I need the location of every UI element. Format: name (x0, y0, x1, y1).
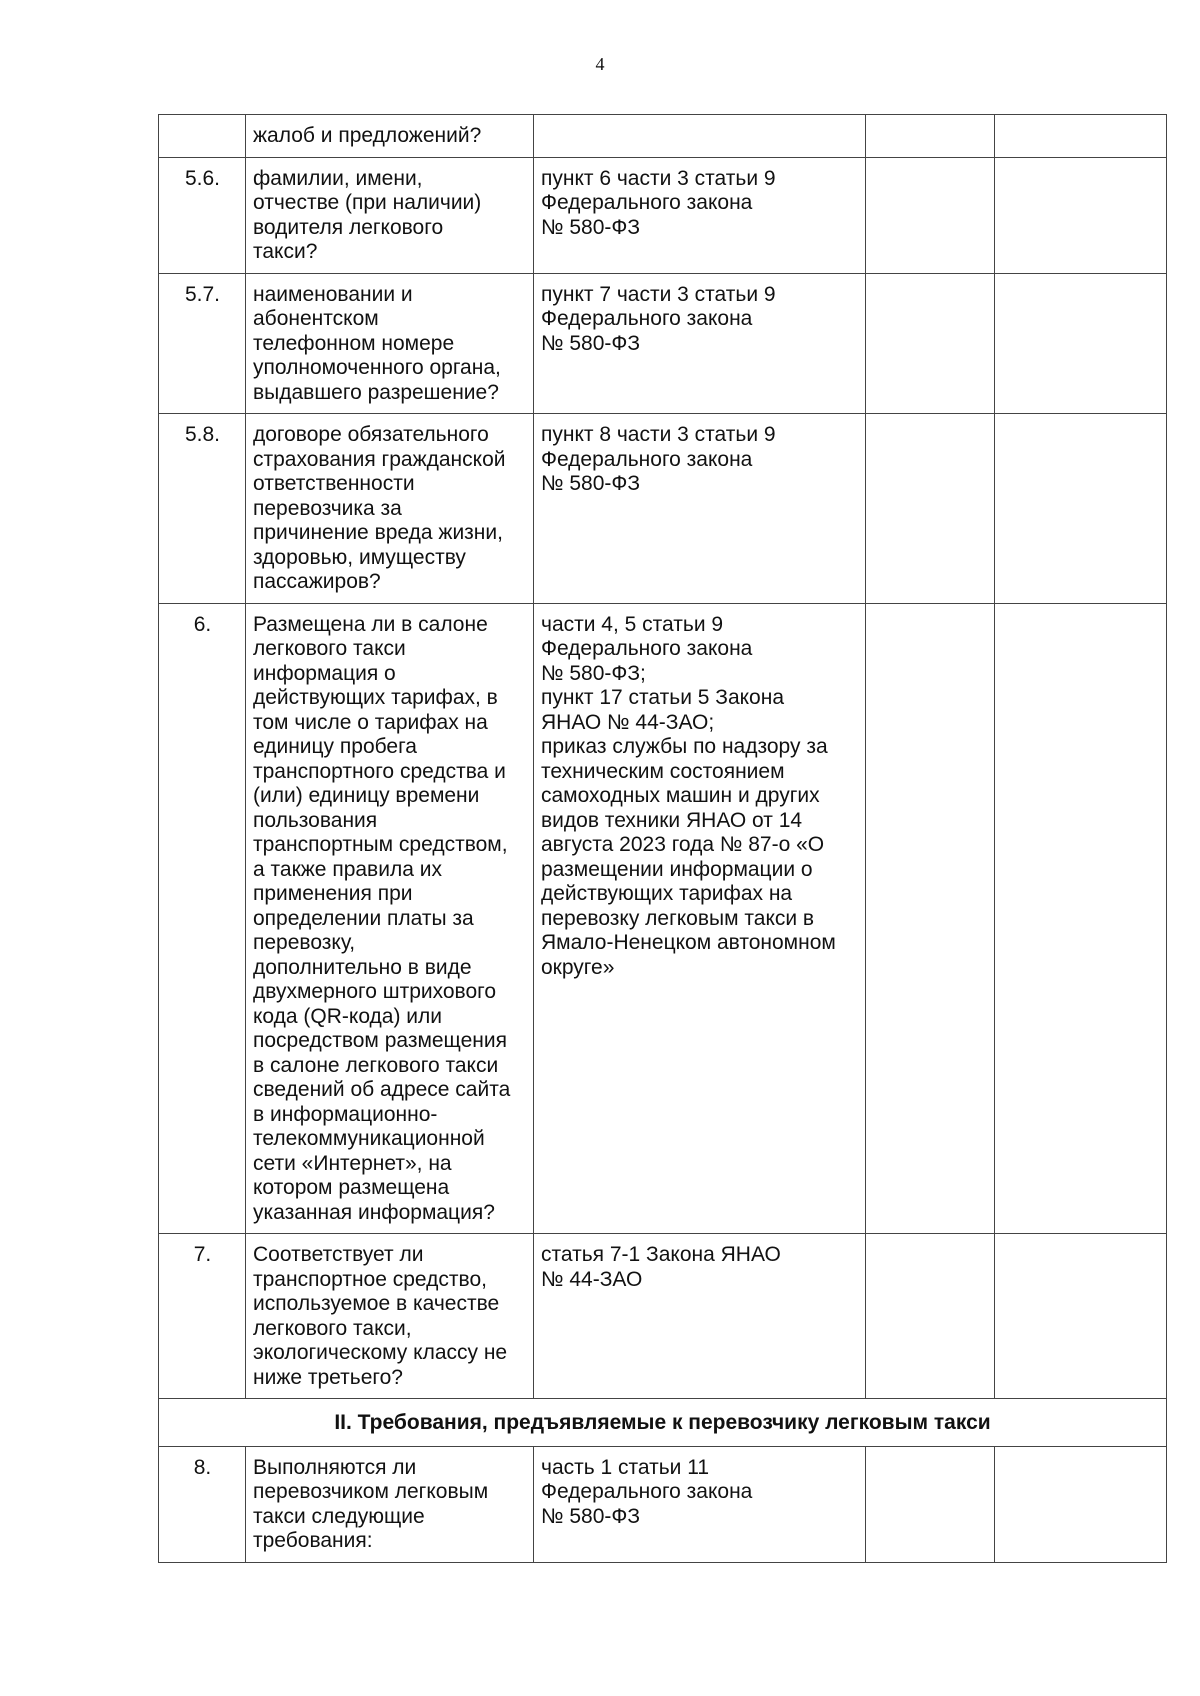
empty-cell (866, 414, 995, 604)
empty-cell (995, 1446, 1167, 1562)
legal-reference-cell: пункт 6 части 3 статьи 9 Федерального закона № 580-ФЗ (534, 157, 866, 273)
empty-cell (995, 157, 1167, 273)
table-row (159, 603, 1167, 1234)
empty-cell (866, 273, 995, 414)
row-number: 7. (159, 1234, 246, 1399)
question-cell: Размещена ли в салоне легкового такси информация о действующих тарифах, в том числе о тарифах на единицу пробега транспортного средства и (или) единицу времени пользования транспортным средством, а также правила их применения при определении платы за перевозку, дополнительно в виде двухмерного штрихового кода (QR-кода) или посредством размещения в салоне легкового такси сведений об адресе сайта в информационно- телекоммуникационной сети «Интернет», на котором размещена указанная информация? (246, 603, 534, 1234)
page-number: 4 (595, 54, 605, 74)
empty-cell (866, 1446, 995, 1562)
table-row (159, 273, 1167, 414)
row-number: 6. (159, 603, 246, 1234)
table-row (159, 414, 1167, 604)
table-row (159, 115, 1167, 158)
legal-reference-cell: пункт 7 части 3 статьи 9 Федерального закона № 580-ФЗ (534, 273, 866, 414)
empty-cell (866, 603, 995, 1234)
empty-cell (995, 115, 1167, 158)
question-cell: жалоб и предложений? (246, 115, 534, 158)
empty-cell (995, 273, 1167, 414)
question-cell: наименовании и абонентском телефонном номере уполномоченного органа, выдавшего разрешение? (246, 273, 534, 414)
empty-cell (995, 603, 1167, 1234)
question-cell: Соответствует ли транспортное средство, используемое в качестве легкового такси, экологическому классу не ниже третьего? (246, 1234, 534, 1399)
checklist-table (158, 114, 1167, 1563)
empty-cell (866, 157, 995, 273)
row-number: 5.6. (159, 157, 246, 273)
legal-reference-cell (534, 115, 866, 158)
section-heading: II. Требования, предъявляемые к перевозчику легковым такси (159, 1399, 1167, 1447)
table-row (159, 1446, 1167, 1562)
row-number: 5.7. (159, 273, 246, 414)
question-cell: фамилии, имени, отчестве (при наличии) водителя легкового такси? (246, 157, 534, 273)
table-row (159, 1234, 1167, 1399)
empty-cell (866, 115, 995, 158)
legal-reference-cell: пункт 8 части 3 статьи 9 Федерального закона № 580-ФЗ (534, 414, 866, 604)
legal-reference-cell: часть 1 статьи 11 Федерального закона № 580-ФЗ (534, 1446, 866, 1562)
section-heading-row (159, 1399, 1167, 1447)
row-number (159, 115, 246, 158)
question-cell: договоре обязательного страхования гражданской ответственности перевозчика за причинение вреда жизни, здоровью, имуществу пассажиров? (246, 414, 534, 604)
table-row (159, 157, 1167, 273)
legal-reference-cell: статья 7-1 Закона ЯНАО № 44-ЗАО (534, 1234, 866, 1399)
empty-cell (995, 414, 1167, 604)
empty-cell (866, 1234, 995, 1399)
empty-cell (995, 1234, 1167, 1399)
question-cell: Выполняются ли перевозчиком легковым такси следующие требования: (246, 1446, 534, 1562)
row-number: 8. (159, 1446, 246, 1562)
legal-reference-cell: части 4, 5 статьи 9 Федерального закона № 580-ФЗ; пункт 17 статьи 5 Закона ЯНАО № 44-ЗАО; приказ службы по надзору за техническим состоянием самоходных машин и других видов техники ЯНАО от 14 августа 2023 года № 87-о «О размещении информации о действующих тарифах на перевозку легковым такси в Ямало-Ненецком автономном округе» (534, 603, 866, 1234)
row-number: 5.8. (159, 414, 246, 604)
